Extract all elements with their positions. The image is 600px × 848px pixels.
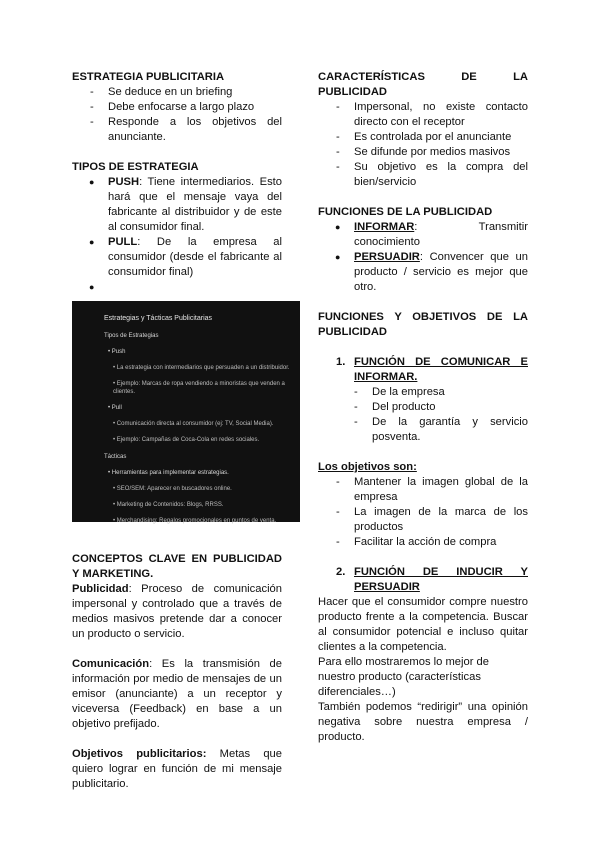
pull-label: PULL <box>108 236 138 248</box>
publicidad-label: Publicidad <box>72 583 129 595</box>
funcion-1-list <box>318 385 528 445</box>
publicidad-paragraph: Publicidad: Proceso de comunicación impersonal y controlado que a través de medios masivos pretende dar a conocer un producto o servicio. <box>72 583 282 640</box>
push-text: : Tiene intermediarios. Esto hará que el mensaje vaya del fabricante al distribuidor y de este al consumidor final. <box>108 176 282 233</box>
funcion-2-number: 2. <box>336 566 346 578</box>
list-item: - Impersonal, no existe contacto directo con el receptor <box>318 100 528 130</box>
comunicacion-label: Comunicación <box>72 658 150 670</box>
list-item: - Se deduce en un briefing <box>72 85 282 100</box>
funciones-list <box>318 220 528 295</box>
funcion-1-number: 1. <box>336 356 346 368</box>
estrategia-list <box>72 85 282 145</box>
list-item: - Es controlada por el anunciante <box>318 130 528 145</box>
comunicacion-paragraph: Comunicación: Es la transmisión de información por medio de mensajes de un emisor (anunciante) a un receptor y viceversa (Feedback) en base a un objetivo prefijado. <box>72 658 282 730</box>
paragraph-3: También podemos “redirigir” una opinión negativa sobre nuestra empresa / producto. <box>318 701 528 743</box>
objetivos-label: Objetivos publicitarios: <box>72 748 207 760</box>
paragraph-1: Hacer que el consumidor compre nuestro producto frente a la competencia. Buscar al consumidor potencial e incluso quitar clientes a la competencia. <box>318 596 528 653</box>
list-item: - Del producto <box>318 400 528 415</box>
list-item-pull <box>72 235 282 280</box>
tipos-list <box>72 175 282 295</box>
objetivos-son-heading: Los objetivos son: <box>318 461 417 473</box>
paragraph-2: Para ello mostraremos lo mejor de nuestro producto (características diferenciales…) <box>318 656 489 698</box>
list-item: - De la garantía y servicio posventa. <box>318 415 528 445</box>
funciones-heading: FUNCIONES DE LA PUBLICIDAD <box>318 206 493 218</box>
conceptos-heading: CONCEPTOS CLAVE EN PUBLICIDAD Y MARKETING. <box>72 553 282 580</box>
list-item-empty <box>72 280 282 295</box>
slide-push-2: • Ejemplo: Marcas de ropa vendiendo a minoristas que venden a clientes. <box>113 381 285 395</box>
push-label: PUSH <box>108 176 140 188</box>
list-item: - Responde a los objetivos del anunciante. <box>72 115 282 145</box>
slide-pull: • Pull <box>108 405 122 411</box>
persuadir-label: PERSUADIR <box>354 251 420 263</box>
list-item: - Se difunde por medios masivos <box>318 145 528 160</box>
objetivos-list <box>318 475 528 550</box>
slide-pull-1: • Comunicación directa al consumidor (ej: TV, Social Media). <box>113 421 274 427</box>
list-item: - Facilitar la acción de compra <box>318 535 528 550</box>
pull-text: : De la empresa al consumidor (desde el fabricante al consumidor final) <box>108 236 282 278</box>
slide-image <box>72 301 300 522</box>
objetivos-paragraph: Objetivos publicitarios: Metas que quiero lograr en función de mi mensaje publicitario. <box>72 748 282 790</box>
slide-push-1: • La estrategia con intermediarios que persuaden a un distribuidor. <box>113 365 290 371</box>
list-item: - Mantener la imagen global de la empresa <box>318 475 528 505</box>
slide-title: Estrategias y Tácticas Publicitarias <box>104 315 213 322</box>
list-item-informar: ● INFORMAR: Transmitir conocimiento <box>318 220 528 250</box>
slide-tact-0: • Herramientas para implementar estrategias. <box>108 470 229 476</box>
fyo-heading: FUNCIONES Y OBJETIVOS DE LA PUBLICIDAD <box>318 311 528 338</box>
list-item-persuadir: ● PERSUADIR: Convencer que un producto / servicio es mejor que otro. <box>318 250 528 295</box>
list-item-push <box>72 175 282 235</box>
slide-tacticas: Tácticas <box>104 454 127 460</box>
slide-tipos: Tipos de Estrategias <box>104 333 159 339</box>
slide-pull-2: • Ejemplo: Campañas de Coca-Cola en redes sociales. <box>113 437 260 443</box>
right-column <box>318 70 528 745</box>
list-item: - Su objetivo es la compra del bien/servicio <box>318 160 528 190</box>
tipos-heading: TIPOS DE ESTRATEGIA <box>72 161 199 173</box>
list-item: - Debe enfocarse a largo plazo <box>72 100 282 115</box>
caract-list <box>318 100 528 190</box>
funcion-1-title: FUNCIÓN DE COMUNICAR E INFORMAR. <box>354 356 528 383</box>
informar-label: INFORMAR <box>354 221 415 233</box>
list-item: - La imagen de la marca de los productos <box>318 505 528 535</box>
estrategia-heading: ESTRATEGIA PUBLICITARIA <box>72 71 225 83</box>
list-item: - De la empresa <box>318 385 528 400</box>
slide-push: • Push <box>108 349 126 355</box>
funcion-2 <box>318 565 528 595</box>
caract-heading: CARACTERÍSTICAS DE LA PUBLICIDAD <box>318 71 528 98</box>
slide-tact-1: • SEO/SEM: Aparecer en buscadores online. <box>113 486 232 492</box>
funcion-2-title: FUNCIÓN DE INDUCIR Y PERSUADIR <box>354 566 528 593</box>
left-column <box>72 70 290 792</box>
slide-tact-3: • Merchandising: Regalos promocionales en puntos de venta. <box>113 518 277 524</box>
funcion-1 <box>318 355 528 385</box>
slide-tact-2: • Marketing de Contenidos: Blogs, RRSS. <box>113 502 224 508</box>
